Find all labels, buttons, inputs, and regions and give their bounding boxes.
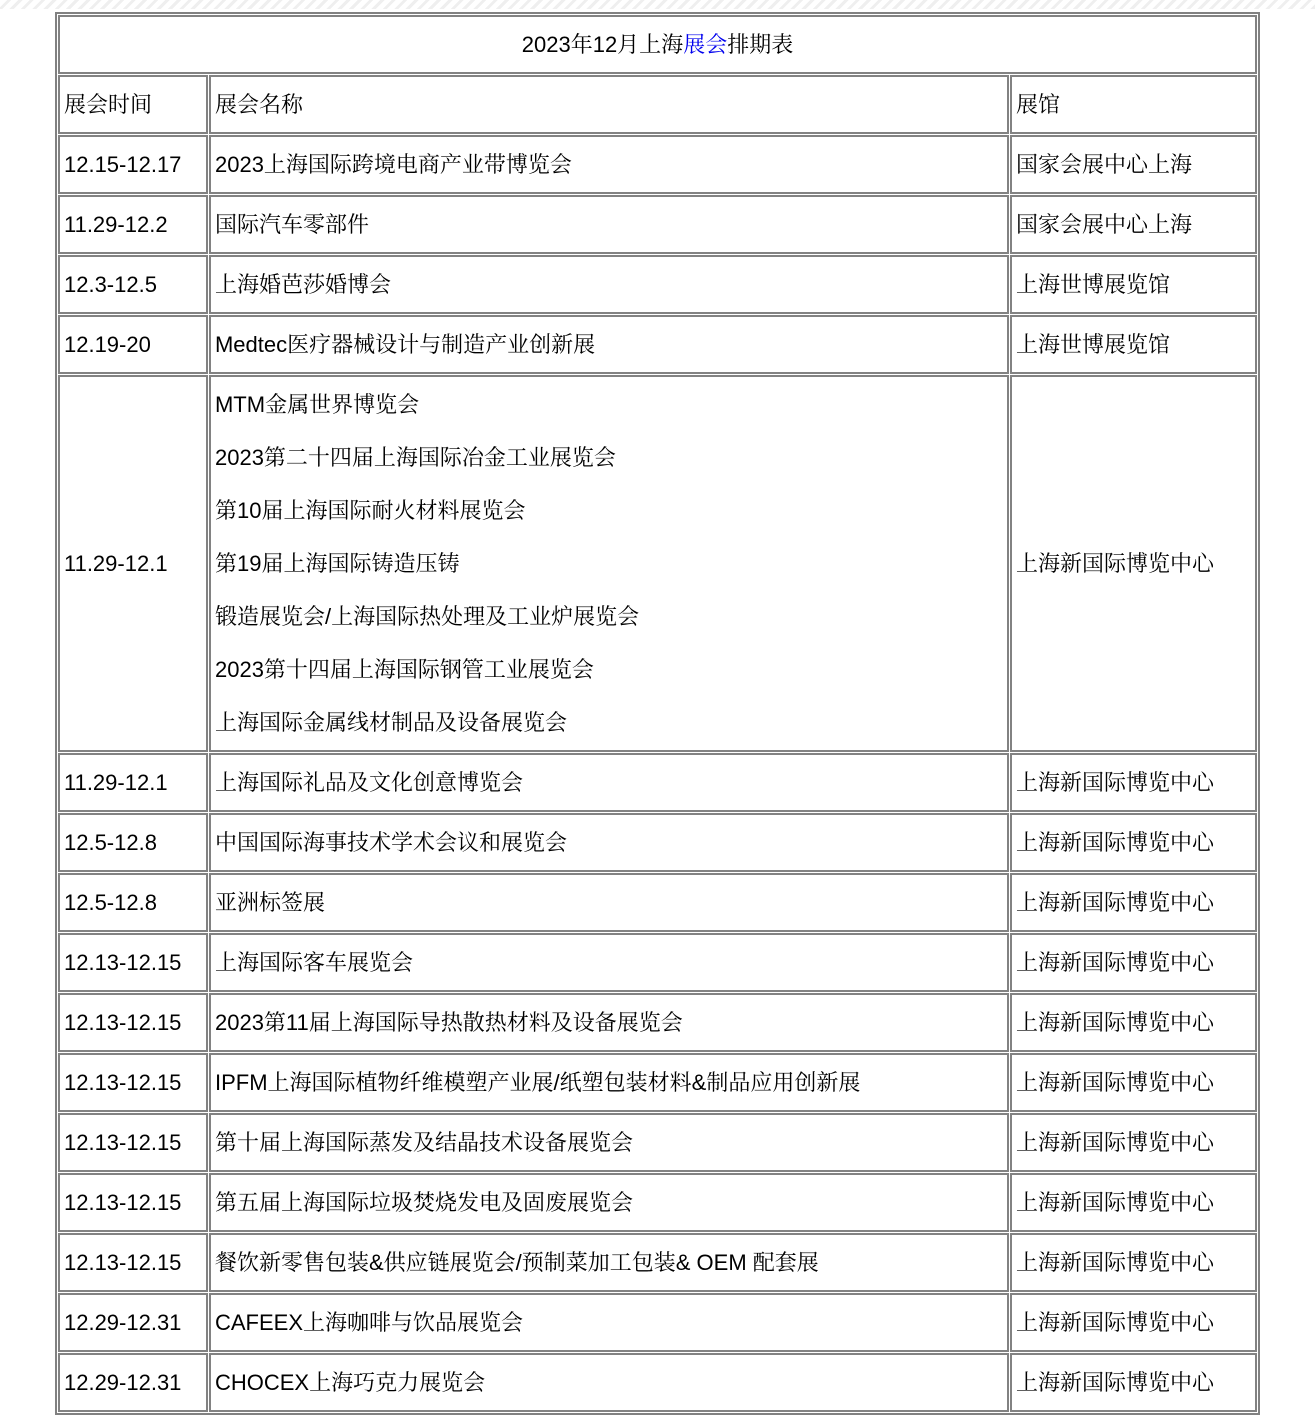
title-link[interactable]: 展会	[683, 32, 728, 57]
exhibition-name: 上海国际礼品及文化创意博览会	[214, 770, 523, 795]
table-title-cell	[58, 15, 1257, 74]
title-row	[58, 15, 1257, 74]
exhibition-name: 上海国际客车展览会	[214, 950, 413, 975]
exhibition-table-body	[58, 15, 1257, 1412]
exhibition-name-cell	[209, 933, 1009, 992]
venue-name: 国家会展中心上海	[1015, 152, 1192, 177]
exhibition-name-cell	[209, 1173, 1009, 1232]
exhibition-name-cell	[209, 135, 1009, 194]
table-row	[58, 195, 1257, 254]
exhibition-time-cell	[58, 195, 208, 254]
exhibition-name-cell	[209, 813, 1009, 872]
exhibition-name: 餐饮新零售包装&供应链展览会/预制菜加工包装& OEM 配套展	[214, 1250, 819, 1275]
header-cell-time	[58, 75, 208, 134]
header-label-venue: 展馆	[1015, 92, 1060, 117]
exhibition-name-cell	[209, 315, 1009, 374]
exhibition-time-cell	[58, 993, 208, 1052]
exhibition-time-cell	[58, 933, 208, 992]
table-row	[58, 255, 1257, 314]
exhibition-name: 中国国际海事技术学术会议和展览会	[214, 830, 567, 855]
venue-name: 上海世博展览馆	[1015, 332, 1170, 357]
exhibition-time-cell	[58, 255, 208, 314]
exhibition-name-cell	[209, 873, 1009, 932]
exhibition-name: 第10届上海国际耐火材料展览会	[214, 498, 526, 523]
exhibition-name-cell	[209, 1113, 1009, 1172]
exhibition-time: 12.15-12.17	[63, 152, 182, 177]
exhibition-time-cell	[58, 1173, 208, 1232]
exhibition-name-cell	[209, 1053, 1009, 1112]
header-row	[58, 75, 1257, 134]
venue-cell	[1010, 315, 1257, 374]
header-label-time: 展会时间	[63, 92, 152, 117]
table-row	[58, 1053, 1257, 1112]
exhibition-name: 亚洲标签展	[214, 890, 325, 915]
exhibition-name: 锻造展览会/上海国际热处理及工业炉展览会	[214, 604, 640, 629]
exhibition-time-cell	[58, 1293, 208, 1352]
venue-cell	[1010, 135, 1257, 194]
exhibition-time-cell	[58, 375, 208, 752]
venue-cell	[1010, 1293, 1257, 1352]
exhibition-name-cell	[209, 1293, 1009, 1352]
exhibition-time: 11.29-12.2	[63, 212, 168, 237]
table-row	[58, 753, 1257, 812]
exhibition-time: 12.13-12.15	[63, 1250, 182, 1275]
exhibition-name: 上海国际金属线材制品及设备展览会	[214, 710, 567, 735]
exhibition-name: 上海婚芭莎婚博会	[214, 272, 391, 297]
title-text-prefix: 2023年12月上海	[521, 32, 684, 57]
exhibition-time-cell	[58, 1233, 208, 1292]
venue-cell	[1010, 1353, 1257, 1412]
exhibition-time: 11.29-12.1	[63, 551, 168, 576]
venue-name: 上海新国际博览中心	[1015, 1010, 1214, 1035]
table-row	[58, 813, 1257, 872]
venue-cell	[1010, 1053, 1257, 1112]
exhibition-time: 12.13-12.15	[63, 1190, 182, 1215]
venue-name: 上海新国际博览中心	[1015, 950, 1214, 975]
venue-name: 国家会展中心上海	[1015, 212, 1192, 237]
table-row	[58, 873, 1257, 932]
table-row	[58, 135, 1257, 194]
exhibition-time-cell	[58, 1353, 208, 1412]
exhibition-time: 12.5-12.8	[63, 890, 157, 915]
exhibition-time-cell	[58, 873, 208, 932]
exhibition-time-cell	[58, 813, 208, 872]
exhibition-name: CHOCEX上海巧克力展览会	[214, 1370, 486, 1395]
exhibition-time: 12.13-12.15	[63, 1070, 182, 1095]
exhibition-name: 第19届上海国际铸造压铸	[214, 551, 460, 576]
exhibition-name-cell	[209, 1353, 1009, 1412]
exhibition-time: 11.29-12.1	[63, 770, 168, 795]
venue-name: 上海新国际博览中心	[1015, 1130, 1214, 1155]
venue-name: 上海新国际博览中心	[1015, 890, 1214, 915]
venue-cell	[1010, 255, 1257, 314]
exhibition-time: 12.13-12.15	[63, 1130, 182, 1155]
venue-name: 上海新国际博览中心	[1015, 1310, 1214, 1335]
venue-cell	[1010, 993, 1257, 1052]
table-row	[58, 1293, 1257, 1352]
exhibition-name: 2023第二十四届上海国际冶金工业展览会	[214, 445, 616, 470]
exhibition-time: 12.13-12.15	[63, 1010, 182, 1035]
table-row	[58, 993, 1257, 1052]
exhibition-time-cell	[58, 753, 208, 812]
exhibition-time: 12.3-12.5	[63, 272, 157, 297]
exhibition-time-cell	[58, 135, 208, 194]
exhibition-name-cell	[209, 753, 1009, 812]
exhibition-name-cell	[209, 255, 1009, 314]
table-row	[58, 375, 1257, 752]
venue-cell	[1010, 195, 1257, 254]
exhibition-name: 第五届上海国际垃圾焚烧发电及固废展览会	[214, 1190, 633, 1215]
exhibition-time: 12.13-12.15	[63, 950, 182, 975]
venue-cell	[1010, 933, 1257, 992]
exhibition-name-cell	[209, 375, 1009, 752]
venue-name: 上海新国际博览中心	[1015, 770, 1214, 795]
page-title	[64, 18, 1251, 71]
venue-name: 上海世博展览馆	[1015, 272, 1170, 297]
exhibition-time: 12.5-12.8	[63, 830, 157, 855]
venue-cell	[1010, 813, 1257, 872]
exhibition-time-cell	[58, 1113, 208, 1172]
exhibition-name: 第十届上海国际蒸发及结晶技术设备展览会	[214, 1130, 633, 1155]
exhibition-time-cell	[58, 315, 208, 374]
venue-name: 上海新国际博览中心	[1015, 1250, 1214, 1275]
exhibition-name: 2023第十四届上海国际钢管工业展览会	[214, 657, 594, 682]
table-row	[58, 1113, 1257, 1172]
venue-name: 上海新国际博览中心	[1015, 1070, 1214, 1095]
venue-cell	[1010, 873, 1257, 932]
venue-cell	[1010, 1173, 1257, 1232]
exhibition-schedule-table	[55, 12, 1260, 1415]
header-cell-venue	[1010, 75, 1257, 134]
exhibition-time: 12.19-20	[63, 332, 151, 357]
exhibition-name-cell	[209, 1233, 1009, 1292]
venue-cell	[1010, 1233, 1257, 1292]
venue-name: 上海新国际博览中心	[1015, 1190, 1214, 1215]
exhibition-name: 2023上海国际跨境电商产业带博览会	[214, 152, 572, 177]
table-row	[58, 933, 1257, 992]
exhibition-name-cell	[209, 195, 1009, 254]
venue-cell	[1010, 1113, 1257, 1172]
exhibition-time: 12.29-12.31	[63, 1310, 182, 1335]
exhibition-name: IPFM上海国际植物纤维模塑产业展/纸塑包装材料&制品应用创新展	[214, 1070, 861, 1095]
venue-cell	[1010, 753, 1257, 812]
exhibition-time-cell	[58, 1053, 208, 1112]
striped-top-band	[0, 0, 1315, 9]
exhibition-name: Medtec医疗器械设计与制造产业创新展	[214, 332, 596, 357]
table-row	[58, 1353, 1257, 1412]
venue-name: 上海新国际博览中心	[1015, 830, 1214, 855]
exhibition-name: 2023第11届上海国际导热散热材料及设备展览会	[214, 1010, 683, 1035]
venue-name: 上海新国际博览中心	[1015, 1370, 1214, 1395]
header-label-name: 展会名称	[214, 92, 303, 117]
table-row	[58, 315, 1257, 374]
exhibition-time: 12.29-12.31	[63, 1370, 182, 1395]
venue-cell	[1010, 375, 1257, 752]
exhibition-name: MTM金属世界博览会	[214, 392, 420, 417]
exhibition-name-cell	[209, 993, 1009, 1052]
table-row	[58, 1173, 1257, 1232]
exhibition-name: CAFEEX上海咖啡与饮品展览会	[214, 1310, 524, 1335]
venue-name: 上海新国际博览中心	[1015, 551, 1214, 576]
table-row	[58, 1233, 1257, 1292]
exhibition-name: 国际汽车零部件	[214, 212, 369, 237]
title-text-suffix: 排期表	[727, 32, 794, 57]
header-cell-name	[209, 75, 1009, 134]
